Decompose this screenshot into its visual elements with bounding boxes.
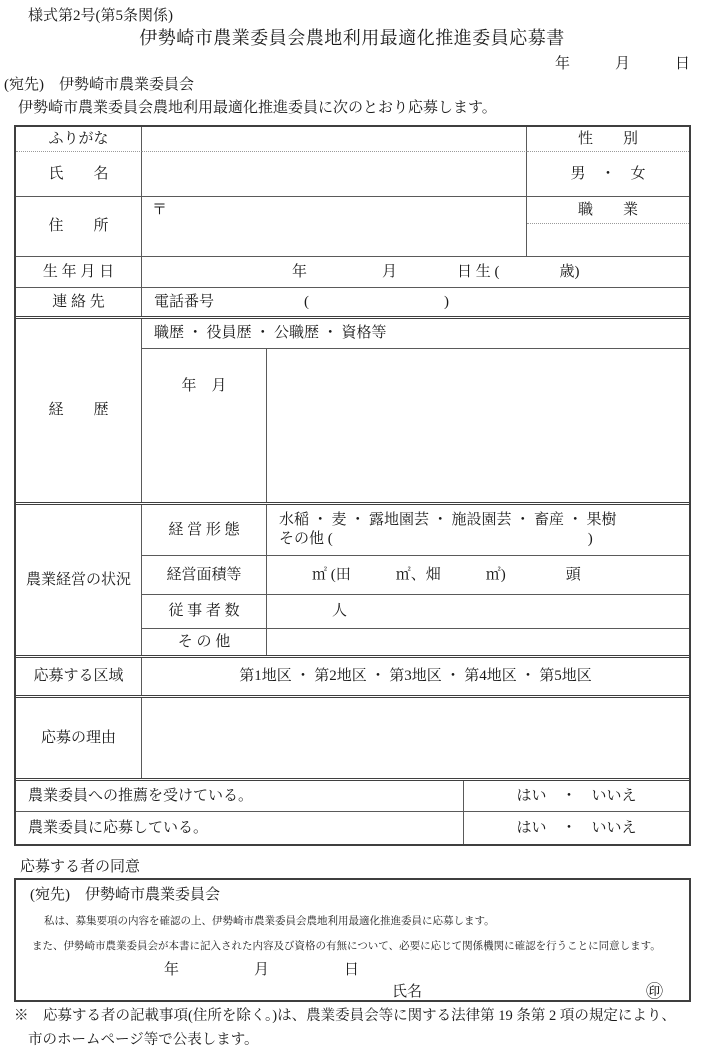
table-row-applying [16, 812, 689, 844]
recommend-answer[interactable]: はい ・ いいえ [516, 787, 637, 804]
form-number: 様式第2号(第5条関係) [28, 8, 173, 24]
occupation-cells [527, 197, 689, 257]
career-yearmonth-label: 年 月 [142, 349, 267, 502]
footer-note-line2: 市のホームページ等で公表します。 [28, 1032, 259, 1048]
mgmt-type-options[interactable] [267, 505, 689, 555]
page-title: 伊勢崎市農業委員会農地利用最適化推進委員応募書 [139, 28, 565, 48]
phone-input[interactable]: 電話番号 ( ) [154, 293, 449, 310]
mgmt-type-line2[interactable]: その他 ( ) [279, 531, 593, 547]
workers-label: 従 事 者 数 [142, 595, 267, 628]
birthdate-label: 生 年 月 日 [16, 257, 142, 288]
table-row-birthdate [16, 257, 689, 288]
table-row-furigana [16, 127, 689, 152]
footer-note-line1: ※ 応募する者の記載事項(住所を除く。)は、農業委員会等に関する法律第 19 条第 2 項の規定により、 [14, 1008, 676, 1024]
furigana-input[interactable] [142, 127, 527, 152]
district-options[interactable]: 第1地区 ・ 第2地区 ・ 第3地区 ・ 第4地区 ・ 第5地区 [239, 668, 592, 685]
consent-date-input[interactable]: 年 月 日 [164, 962, 360, 978]
other-input[interactable] [267, 629, 689, 655]
reason-label: 応募の理由 [16, 698, 142, 778]
birthdate-input[interactable]: 年 月 日 生 ( 歳) [142, 257, 689, 288]
apply-answer[interactable]: はい ・ いいえ [516, 819, 637, 836]
table-section-career [16, 319, 689, 505]
furigana-label: ふりがな [16, 127, 142, 152]
district-label: 応募する区域 [16, 658, 142, 695]
consent-box [14, 878, 691, 1002]
workers-input[interactable]: 人 [332, 603, 348, 620]
intro-text: 伊勢崎市農業委員会農地利用最適化推進委員に次のとおり応募します。 [18, 100, 497, 116]
occupation-label: 職 業 [527, 197, 689, 224]
contact-label: 連 絡 先 [16, 288, 142, 316]
application-table [14, 125, 691, 846]
seal-icon: ㊞ [646, 982, 663, 1001]
consent-statement-2: また、伊勢崎市農業委員会が本書に記入された内容及び資格の有無について、必要に応じて関係機関に確認を行うことに同意します。 [32, 941, 661, 952]
postal-mark: 〒 [152, 202, 168, 218]
consent-addressee: (宛先) 伊勢崎市農業委員会 [30, 887, 220, 903]
career-label: 経 歴 [16, 319, 142, 502]
area-input[interactable]: ㎡ (田 ㎡、畑 ㎡) 頭 [312, 566, 581, 583]
table-section-farm [16, 505, 689, 658]
table-row-reason [16, 698, 689, 781]
area-label: 経営面積等 [142, 556, 267, 594]
recommend-question: 農業委員への推薦を受けている。 [16, 781, 464, 811]
mgmt-type-label: 経 営 形 態 [142, 505, 267, 555]
gender-label: 性 別 [527, 127, 689, 152]
table-row-district [16, 658, 689, 698]
consent-name-input[interactable]: 氏名 [392, 984, 423, 1000]
occupation-input[interactable] [527, 224, 689, 256]
table-row-contact [16, 288, 689, 319]
consent-statement-1: 私は、募集要項の内容を確認の上、伊勢崎市農業委員会農地利用最適化推進委員に応募します。 [44, 916, 495, 927]
apply-question: 農業委員に応募している。 [16, 812, 464, 844]
name-input[interactable] [142, 152, 527, 197]
table-row-address [16, 197, 689, 257]
career-header: 職歴 ・ 役員歴 ・ 公職歴 ・ 資格等 [142, 319, 689, 349]
other-label: そ の 他 [142, 629, 267, 655]
reason-input[interactable] [142, 698, 689, 778]
mgmt-type-line1[interactable]: 水稲 ・ 麦 ・ 露地園芸 ・ 施設園芸 ・ 畜産 ・ 果樹 [279, 512, 617, 529]
consent-heading: 応募する者の同意 [20, 859, 141, 875]
name-label: 氏 名 [16, 152, 142, 197]
table-row-name [16, 152, 689, 197]
gender-options[interactable]: 男 ・ 女 [527, 152, 689, 197]
table-row-recommendation [16, 781, 689, 812]
date-line: 年 月 日 [554, 56, 690, 72]
address-input[interactable] [142, 197, 527, 257]
addressee-line: (宛先) 伊勢崎市農業委員会 [4, 77, 194, 93]
career-input[interactable] [267, 349, 689, 502]
farm-label: 農業経営の状況 [16, 505, 142, 655]
address-label: 住 所 [16, 197, 142, 257]
